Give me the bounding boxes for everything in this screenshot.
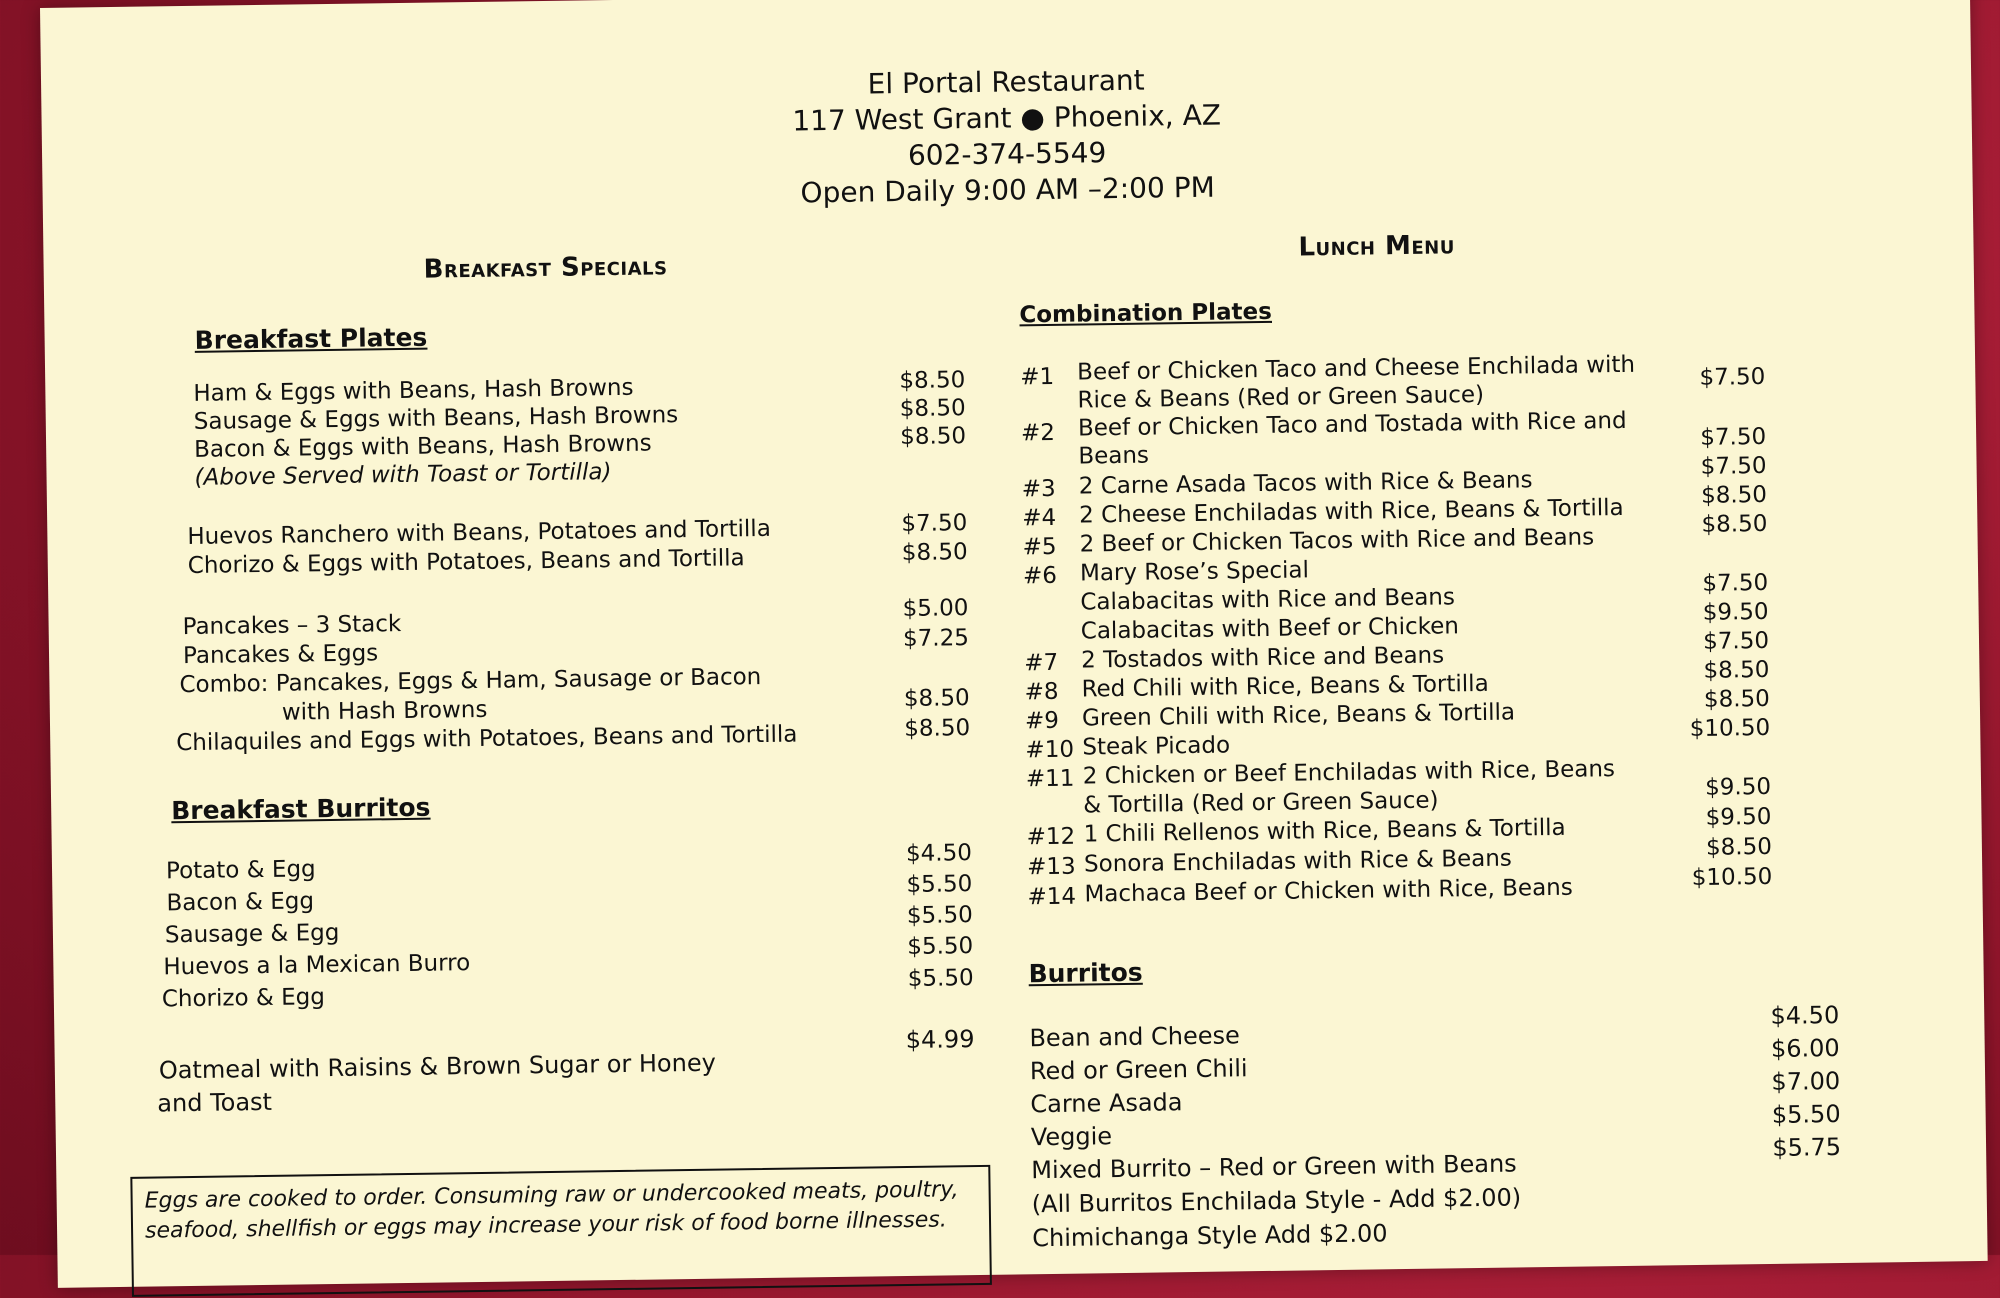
- combo-item: 2 Tostados with Rice and Beans: [1081, 642, 1445, 674]
- combo-item: Beef or Chicken Taco and Cheese Enchilada with: [1077, 351, 1636, 386]
- combo-number: #4: [1022, 504, 1057, 532]
- combo-item: 2 Carne Asada Tacos with Rice & Beans: [1078, 467, 1533, 500]
- combo-number: #3: [1021, 475, 1056, 503]
- combo-number: #2: [1020, 419, 1056, 447]
- breakfast-title: Breakfast Specials: [423, 251, 668, 285]
- combo-number: #7: [1024, 649, 1059, 677]
- menu-price: $5.50: [1771, 1099, 1841, 1129]
- combo-item: 2 Cheese Enchiladas with Rice, Beans & Tortilla: [1079, 494, 1624, 529]
- combo-number: #8: [1024, 678, 1059, 706]
- combo-item: Beans: [1078, 442, 1150, 470]
- menu-price: $7.25: [902, 625, 970, 653]
- menu-item: Pancakes & Eggs: [182, 640, 379, 670]
- menu-item: Sausage & Eggs with Beans, Hash Browns: [193, 402, 679, 435]
- combo-item: Rice & Beans (Red or Green Sauce): [1077, 381, 1485, 414]
- restaurant-header: [41, 51, 1973, 222]
- combo-item: Sonora Enchiladas with Rice & Beans: [1083, 845, 1512, 878]
- combo-item: Machaca Beef or Chicken with Rice, Beans: [1084, 874, 1573, 908]
- menu-price: $8.50: [900, 423, 967, 451]
- combo-item: Red Chili with Rice, Beans & Tortilla: [1081, 670, 1489, 703]
- lunch-title: Lunch Menu: [1298, 230, 1456, 263]
- menu-item: Ham & Eggs with Beans, Hash Browns: [193, 374, 634, 407]
- combo-item: 2 Beef or Chicken Tacos with Rice and Beans: [1079, 524, 1595, 558]
- menu-price: $8.50: [903, 685, 970, 713]
- menu-item: Chorizo & Eggs with Potatoes, Beans and Tortilla: [187, 545, 745, 579]
- combo-price: $8.50: [1703, 656, 1770, 684]
- menu-item: Huevos a la Mexican Burro: [163, 950, 471, 981]
- combo-item: Mary Rose’s Special: [1079, 557, 1310, 587]
- menu-item: Pancakes – 3 Stack: [182, 611, 402, 641]
- combo-number: #10: [1025, 736, 1075, 764]
- breakfast-plates-heading: Breakfast Plates: [194, 322, 428, 355]
- menu-price: $5.75: [1772, 1132, 1842, 1162]
- combo-price: $10.50: [1691, 863, 1773, 892]
- menu-item: with Hash Browns: [281, 696, 488, 726]
- menu-item: Carne Asada: [1030, 1088, 1183, 1119]
- restaurant-phone: 602-374-5549: [907, 136, 1107, 172]
- combo-item: Beef or Chicken Taco and Tostada with Rice and: [1077, 407, 1627, 442]
- combo-number: #13: [1026, 853, 1076, 881]
- restaurant-address: 117 West Grant ● Phoenix, AZ: [792, 98, 1222, 138]
- lunch-burritos-heading: Burritos: [1028, 957, 1143, 989]
- combo-price: $7.50: [1699, 363, 1766, 391]
- combo-price: $7.50: [1702, 569, 1769, 597]
- combo-price: $8.50: [1705, 833, 1773, 861]
- combo-price: $7.50: [1700, 452, 1767, 480]
- menu-price: $6.00: [1770, 1033, 1840, 1063]
- menu-note: Chimichanga Style Add $2.00: [1032, 1219, 1388, 1253]
- combo-number: #5: [1022, 533, 1057, 561]
- menu-price: $7.50: [901, 510, 968, 538]
- menu-item: Mixed Burrito – Red or Green with Beans: [1031, 1149, 1517, 1185]
- restaurant-name: El Portal Restaurant: [867, 63, 1145, 101]
- menu-price: $8.50: [899, 395, 966, 423]
- menu-item: Bacon & Egg: [166, 888, 315, 917]
- menu-item: and Toast: [157, 1087, 273, 1118]
- combo-price: $9.50: [1705, 803, 1772, 831]
- menu-price: $5.50: [906, 871, 973, 898]
- menu-item: Veggie: [1030, 1122, 1113, 1152]
- combo-number: #1: [1020, 363, 1055, 391]
- combo-item: Calabacitas with Rice and Beans: [1080, 584, 1456, 616]
- combo-price: $9.50: [1702, 598, 1769, 626]
- combo-price: $8.50: [1701, 510, 1768, 538]
- combo-item: & Tortilla (Red or Green Sauce): [1083, 787, 1439, 819]
- menu-note: (All Burritos Enchilada Style - Add $2.00): [1031, 1183, 1522, 1219]
- menu-item: Chorizo & Egg: [161, 984, 326, 1013]
- menu-item: Bacon & Eggs with Beans, Hash Browns: [194, 430, 652, 463]
- menu-price: $4.50: [905, 840, 973, 867]
- combo-price: $8.50: [1700, 481, 1768, 509]
- breakfast-burritos-heading: Breakfast Burritos: [171, 792, 431, 826]
- combo-heading: Combination Plates: [1019, 298, 1273, 329]
- menu-price: $7.00: [1771, 1066, 1841, 1096]
- combo-number: #11: [1025, 765, 1075, 793]
- combo-price: $10.50: [1689, 714, 1771, 743]
- menu-price: $8.50: [901, 539, 968, 567]
- combo-item: 2 Chicken or Beef Enchiladas with Rice, Beans: [1082, 756, 1616, 790]
- menu-item: Huevos Ranchero with Beans, Potatoes and Tortilla: [187, 515, 771, 550]
- menu-item: Chilaquiles and Eggs with Potatoes, Beans and Tortilla: [176, 721, 798, 757]
- combo-price: $9.50: [1705, 773, 1772, 801]
- menu-sheet: [40, 0, 1988, 1288]
- combo-item: Green Chili with Rice, Beans & Tortilla: [1081, 699, 1516, 732]
- combo-number: #12: [1026, 823, 1076, 851]
- food-safety-notice: Eggs are cooked to order. Consuming raw or undercooked meats, poultry, seafood, shellfish or eggs may increase your risk of food borne illnesses.: [130, 1165, 992, 1297]
- menu-price: $5.50: [907, 965, 974, 992]
- combo-item: Steak Picado: [1082, 732, 1231, 761]
- menu-item: Oatmeal with Raisins & Brown Sugar or Honey: [158, 1048, 717, 1085]
- menu-note: (Above Served with Toast or Tortilla): [194, 459, 612, 491]
- menu-price: $5.00: [902, 595, 969, 623]
- combo-item: 1 Chili Rellenos with Rice, Beans & Tortilla: [1083, 814, 1566, 848]
- menu-price: $5.50: [907, 933, 974, 960]
- combo-price: $7.50: [1700, 423, 1767, 451]
- combo-number: #14: [1027, 883, 1077, 911]
- menu-item: Bean and Cheese: [1029, 1021, 1240, 1053]
- menu-item: Combo: Pancakes, Eggs & Ham, Sausage or Bacon: [179, 663, 762, 699]
- combo-price: $7.50: [1702, 627, 1770, 655]
- menu-item: Potato & Egg: [165, 856, 316, 885]
- combo-item: Calabacitas with Beef or Chicken: [1080, 613, 1460, 645]
- menu-price: $8.50: [904, 715, 971, 743]
- menu-price: $5.50: [906, 902, 973, 929]
- menu-price: $8.50: [899, 367, 966, 395]
- menu-price: $4.99: [905, 1025, 975, 1055]
- combo-price: $8.50: [1703, 685, 1770, 713]
- menu-item: Sausage & Egg: [164, 919, 340, 949]
- menu-item: Red or Green Chili: [1029, 1054, 1248, 1086]
- menu-price: $4.50: [1770, 1000, 1840, 1030]
- combo-number: #9: [1024, 707, 1060, 735]
- combo-number: #6: [1022, 562, 1058, 590]
- restaurant-hours: Open Daily 9:00 AM –2:00 PM: [800, 170, 1215, 210]
